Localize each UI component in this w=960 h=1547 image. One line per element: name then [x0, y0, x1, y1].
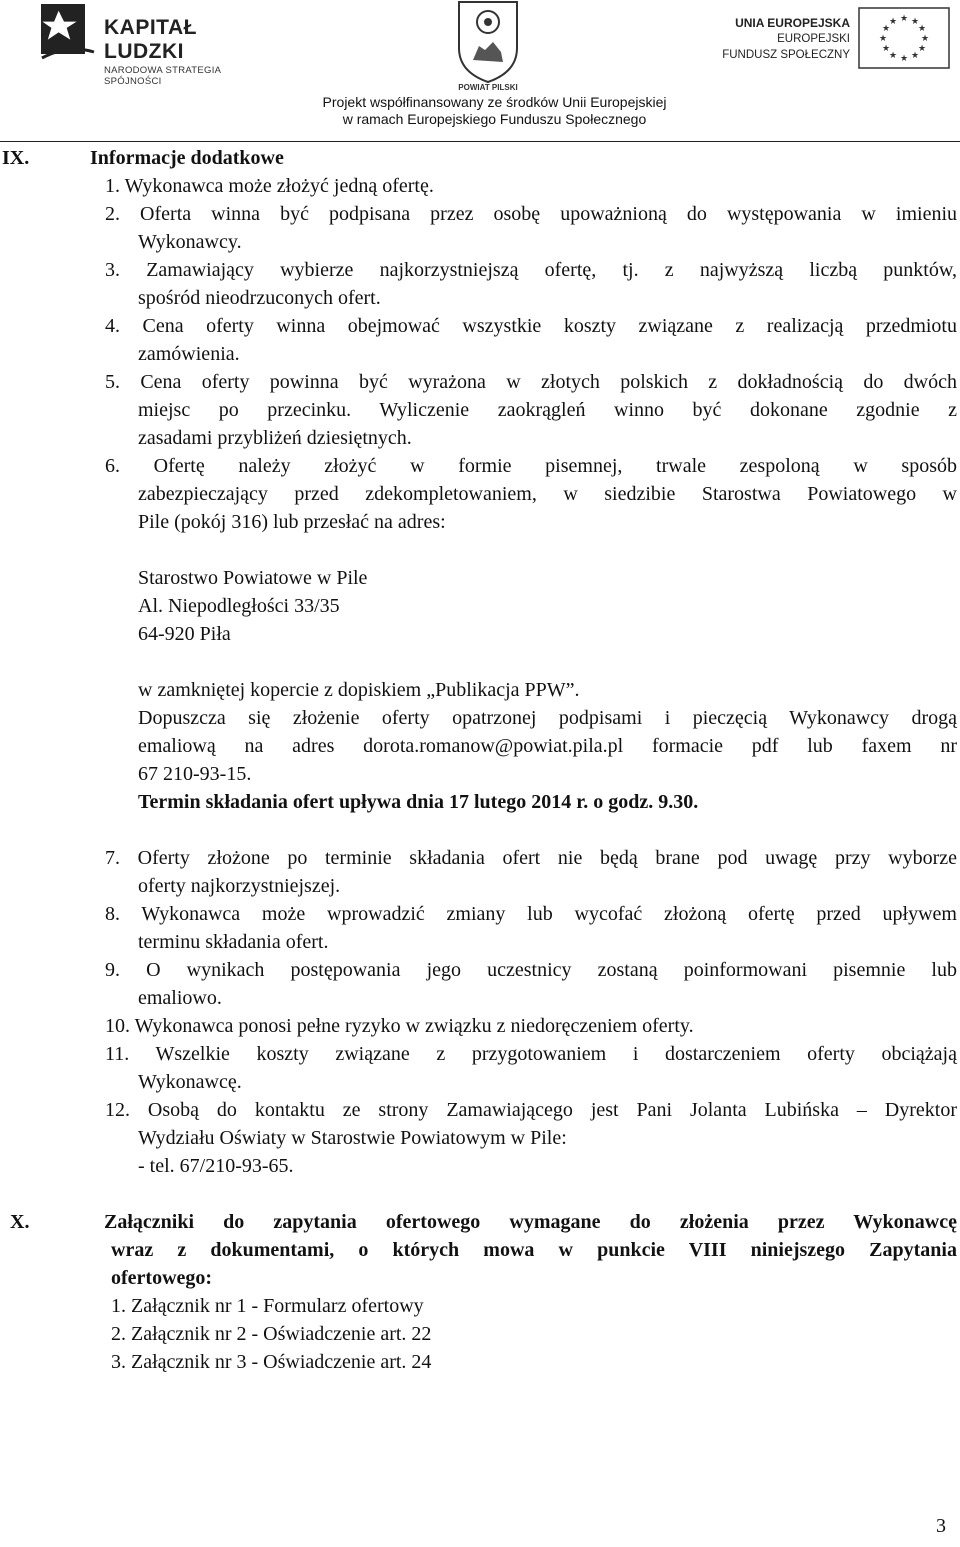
svg-text:★: ★ [920, 34, 930, 44]
email-line-2: emaliową na adres dorota.romanow@powiat.pila.pl formacie pdf lub faxem nr [138, 735, 957, 757]
header-divider [0, 141, 960, 142]
address-line-1: Starostwo Powiatowe w Pile [138, 567, 368, 589]
section-9-number: IX. [2, 147, 30, 169]
item-7-line-2: oferty najkorzystniejszej. [138, 875, 341, 897]
svg-text:★: ★ [899, 54, 909, 64]
svg-text:★: ★ [917, 24, 927, 34]
item-3-line-1: 3. Zamawiający wybierze najkorzystniejszą ofertę, tj. z najwyższą liczbą punktów, [105, 259, 957, 281]
address-line-2: Al. Niepodległości 33/35 [138, 595, 340, 617]
item-8-line-2: terminu składania ofert. [138, 931, 329, 953]
deadline-note: Termin składania ofert upływa dnia 17 lutego 2014 r. o godz. 9.30. [138, 791, 699, 813]
ue-label [712, 15, 850, 63]
item-12-line-1: 12. Osobą do kontaktu ze strony Zamawiającego jest Pani Jolanta Lubińska – Dyrektor [105, 1099, 957, 1121]
page-number: 3 [936, 1515, 946, 1537]
svg-text:★: ★ [910, 17, 920, 27]
attachment-1: 1. Załącznik nr 1 - Formularz ofertowy [111, 1295, 424, 1317]
item-6-line-1: 6. Ofertę należy złożyć w formie pisemnej, trwale zespoloną w sposób [105, 455, 957, 477]
item-5-line-3: zasadami przybliżeń dziesiętnych. [138, 427, 412, 449]
attachment-2: 2. Załącznik nr 2 - Oświadczenie art. 22 [111, 1323, 432, 1345]
svg-text:★: ★ [881, 24, 891, 34]
item-5-line-1: 5. Cena oferty powinna być wyrażona w złotych polskich z dokładnością do dwóch [105, 371, 957, 393]
section-10-title-line-2: wraz z dokumentami, o których mowa w punkcie VIII niniejszego Zapytania [111, 1239, 957, 1261]
item-7-line-1: 7. Oferty złożone po terminie składania ofert nie będą brane pod uwagę przy wyborze [105, 847, 957, 869]
item-3-line-2: spośród nieodrzuconych ofert. [138, 287, 381, 309]
item-1: 1. Wykonawca może złożyć jedną ofertę. [105, 175, 434, 197]
section-9-title: Informacje dodatkowe [90, 147, 284, 169]
item-6-line-2: zabezpieczający przed zdekompletowaniem, w siedzibie Starostwa Powiatowego w [138, 483, 957, 505]
svg-text:★: ★ [899, 14, 909, 24]
powiat-pilski-crest-icon [455, 0, 521, 84]
address-line-3: 64-920 Piła [138, 623, 231, 645]
svg-text:★: ★ [917, 44, 927, 54]
section-10-title-line-3: ofertowego: [111, 1267, 213, 1289]
kapital-ludzki-title: KAPITAŁ LUDZKI [104, 16, 197, 63]
section-10-number: X. [10, 1211, 30, 1233]
item-4-line-1: 4. Cena oferty winna obejmować wszystkie koszty związane z realizacją przedmiotu [105, 315, 957, 337]
item-9-line-1: 9. O wynikach postępowania jego uczestnicy zostaną poinformowani pisemnie lub [105, 959, 957, 981]
svg-text:★: ★ [881, 44, 891, 54]
attachment-3: 3. Załącznik nr 3 - Oświadczenie art. 24 [111, 1351, 432, 1373]
item-12-line-2: Wydziału Oświaty w Starostwie Powiatowym w Pile: [138, 1127, 567, 1149]
item-2-line-2: Wykonawcy. [138, 231, 242, 253]
item-6-line-3: Pile (pokój 316) lub przesłać na adres: [138, 511, 446, 533]
svg-text:★: ★ [888, 51, 898, 61]
item-8-line-1: 8. Wykonawca może wprowadzić zmiany lub wycofać złożoną ofertę przed upływem [105, 903, 957, 925]
kapital-ludzki-subtitle: NARODOWA STRATEGIA SPÓJNOŚCI [104, 65, 221, 87]
eu-flag-icon [858, 7, 950, 69]
email-line-1: Dopuszcza się złożenie oferty opatrzonej podpisami i pieczęcią Wykonawcy drogą [138, 707, 957, 729]
item-9-line-2: emaliowo. [138, 987, 222, 1009]
item-10: 10. Wykonawca ponosi pełne ryzyko w związku z niedoręczeniem oferty. [105, 1015, 694, 1037]
cofinancing-line-2: w ramach Europejskiego Funduszu Społecznego [342, 111, 647, 127]
cofinancing-note [300, 94, 689, 128]
kapital-ludzki-emblem-icon [38, 2, 98, 64]
item-2-line-1: 2. Oferta winna być podpisana przez osobę upoważnioną do występowania w imieniu [105, 203, 957, 225]
item-5-line-2: miejsc po przecinku. Wyliczenie zaokrągleń winno być dokonane zgodnie z [138, 399, 957, 421]
item-4-line-2: zamówienia. [138, 343, 240, 365]
kapital-ludzki-logo [38, 2, 278, 87]
ue-line-1: UNIA EUROPEJSKA [735, 16, 850, 30]
item-11-line-1: 11. Wszelkie koszty związane z przygotowaniem i dostarczeniem oferty obciążają [105, 1043, 957, 1065]
ue-line-3: FUNDUSZ SPOŁECZNY [722, 49, 850, 61]
powiat-pilski-label: POWIAT PILSKI [458, 83, 518, 92]
section-10-title-line-1: Załączniki do zapytania ofertowego wymagane do złożenia przez Wykonawcę [104, 1211, 957, 1233]
ue-line-2: EUROPEJSKI [777, 33, 850, 45]
svg-text:★: ★ [878, 34, 888, 44]
item-12-line-3: - tel. 67/210-93-65. [138, 1155, 294, 1177]
page-header [0, 0, 960, 145]
svg-text:★: ★ [888, 17, 898, 27]
email-line-3: 67 210-93-15. [138, 763, 252, 785]
svg-text:★: ★ [910, 51, 920, 61]
item-11-line-2: Wykonawcę. [138, 1071, 242, 1093]
envelope-note: w zamkniętej kopercie z dopiskiem „Publikacja PPW”. [138, 679, 580, 701]
cofinancing-line-1: Projekt współfinansowany ze środków Unii Europejskiej [322, 94, 667, 110]
